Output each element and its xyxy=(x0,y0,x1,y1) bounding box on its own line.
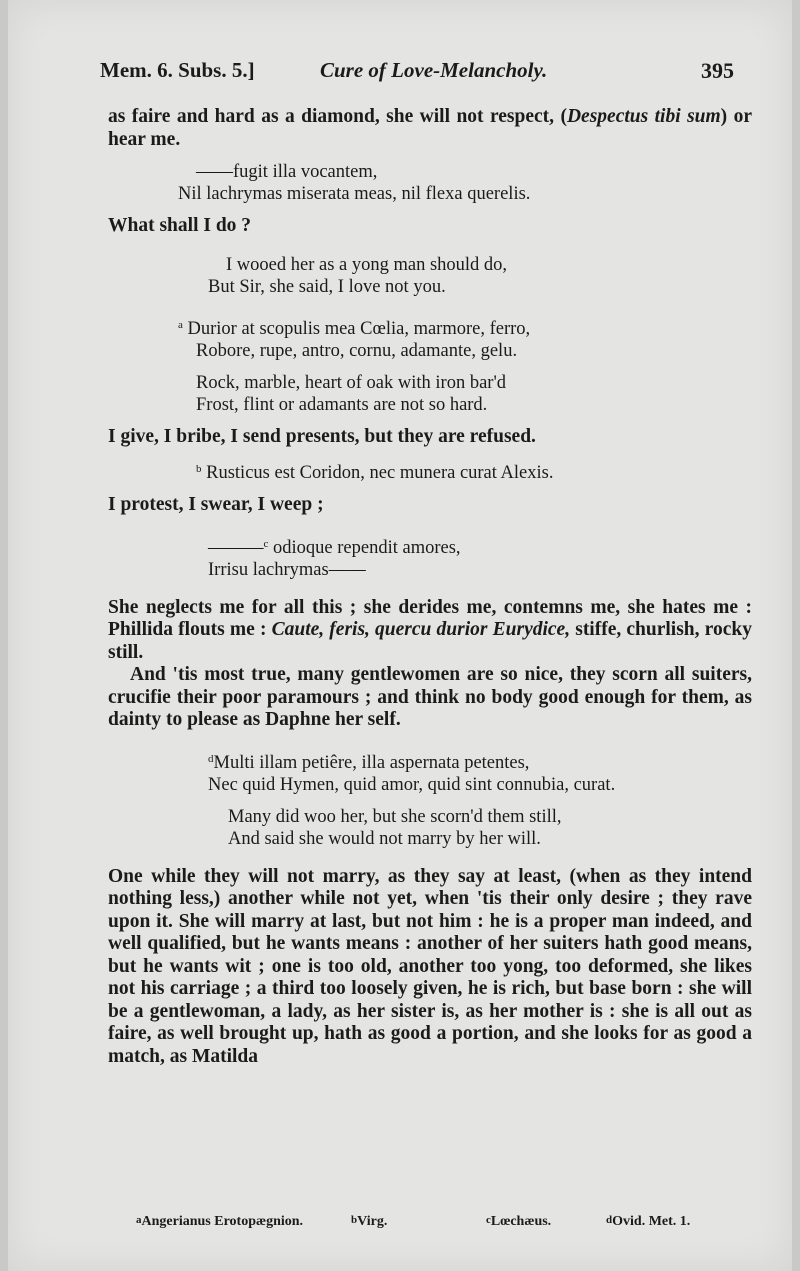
verse-line: Robore, rupe, antro, cornu, adamante, gelu. xyxy=(196,340,518,361)
text-span: Durior at scopulis mea Cœlia, marmore, ferro, xyxy=(187,318,531,339)
verse-line: Many did woo her, but she scorn'd them still, xyxy=(228,806,562,827)
book-page xyxy=(8,0,792,1271)
footnote-mark: c xyxy=(263,537,269,550)
verse-line xyxy=(208,748,752,774)
header-title: Cure of Love-Melancholy. xyxy=(320,58,548,82)
verse-line: Rock, marble, heart of oak with iron bar'd xyxy=(196,372,507,393)
text-span: She neglects me for all this ; she derides me, contemns me, she hates me : Phillida flouts me : xyxy=(108,596,752,640)
paragraph xyxy=(108,597,752,665)
footnote-c xyxy=(486,1214,552,1234)
verse-block xyxy=(178,372,752,416)
verse-line: Nec quid Hymen, quid amor, quid sint connubia, curat. xyxy=(208,774,616,795)
footnote-mark: b xyxy=(351,1214,358,1226)
verse-block xyxy=(228,806,752,850)
paragraph: I protest, I swear, I weep ; xyxy=(108,494,324,515)
footnote-b xyxy=(351,1214,388,1234)
footnote-d xyxy=(606,1214,691,1234)
verse-line xyxy=(178,314,752,340)
verse-block xyxy=(208,533,752,581)
running-header xyxy=(100,58,734,92)
text-span: ——— xyxy=(208,537,264,558)
footnote-a xyxy=(136,1214,304,1234)
page-number: 395 xyxy=(701,58,734,83)
footnote-mark: a xyxy=(178,318,183,331)
paragraph: One while they will not marry, as they say at least, (when as they intend nothing less,) another while not yet, when 'tis their only desire ; they rave upon it. She will marry at last, but not him : he is a proper man indeed, and well qualified, but he wants means : another of her suiters hath good means, but he wants wit ; one is too old, another too yong, too deformed, she likes not his carriage ; a third too loosely given, he is rich, but base born : she will be a gentlewoman, a lady, as her sister is, as her mother is : she is all out as faire, as well brought up, hath as good a portion, and she looks for as good a match, as Matilda xyxy=(108,865,752,1067)
footnote-text: Virg. xyxy=(357,1214,388,1229)
verse-line: But Sir, she said, I love not you. xyxy=(208,276,446,297)
verse-line: Irrisu lachrymas—— xyxy=(208,559,366,580)
footnote-mark: a xyxy=(136,1214,142,1226)
verse-line xyxy=(178,458,752,484)
footnote-mark: c xyxy=(486,1214,491,1226)
verse-line: And said she would not marry by her will. xyxy=(228,828,541,849)
text-span: stiffe, churlish, rocky still. xyxy=(108,619,752,663)
verse-block xyxy=(178,161,752,205)
text-span: as faire and hard as a diamond, she will not respect, ( xyxy=(108,106,567,127)
page-body xyxy=(108,106,752,1068)
footnote-text: Lœchæus. xyxy=(490,1214,552,1229)
paragraph xyxy=(108,106,752,151)
footnote-mark: b xyxy=(196,463,202,475)
verse-block xyxy=(208,748,752,796)
footnotes xyxy=(136,1214,736,1238)
italic-text: Caute, feris, quercu durior Eurydice, xyxy=(271,619,571,640)
verse-block xyxy=(178,458,752,484)
verse-line xyxy=(208,533,752,559)
verse-line: Frost, flint or adamants are not so hard. xyxy=(196,394,488,415)
verse-line: Nil lachrymas miserata meas, nil flexa querelis. xyxy=(178,184,531,204)
italic-text: Despectus tibi sum xyxy=(566,106,721,127)
text-span: Multi illam petiêre, illa aspernata petentes, xyxy=(213,752,530,773)
verse-block xyxy=(178,314,752,362)
paragraph: And 'tis most true, many gentlewomen are so nice, they scorn all suiters, crucifie their poor paramours ; and think no body good enough for them, as dainty to please as Daphne her self. xyxy=(108,664,752,730)
text-span: Rusticus est Coridon, nec munera curat Alexis. xyxy=(206,463,554,483)
paragraph: I give, I bribe, I send presents, but they are refused. xyxy=(108,425,536,447)
paragraph: What shall I do ? xyxy=(108,215,252,236)
verse-line: ——fugit illa vocantem, xyxy=(196,162,378,182)
text-span: ) or hear me. xyxy=(108,106,753,150)
footnote-text: Angerianus Erotopægnion. xyxy=(141,1214,304,1229)
footnote-mark: d xyxy=(606,1214,613,1226)
footnote-mark: d xyxy=(208,752,214,765)
text-span: odioque rependit amores, xyxy=(273,537,461,558)
footnote-text: Ovid. Met. 1. xyxy=(612,1214,691,1229)
header-section: Mem. 6. Subs. 5.] xyxy=(100,58,255,82)
verse-block xyxy=(208,254,752,298)
verse-line: I wooed her as a yong man should do, xyxy=(226,254,508,275)
